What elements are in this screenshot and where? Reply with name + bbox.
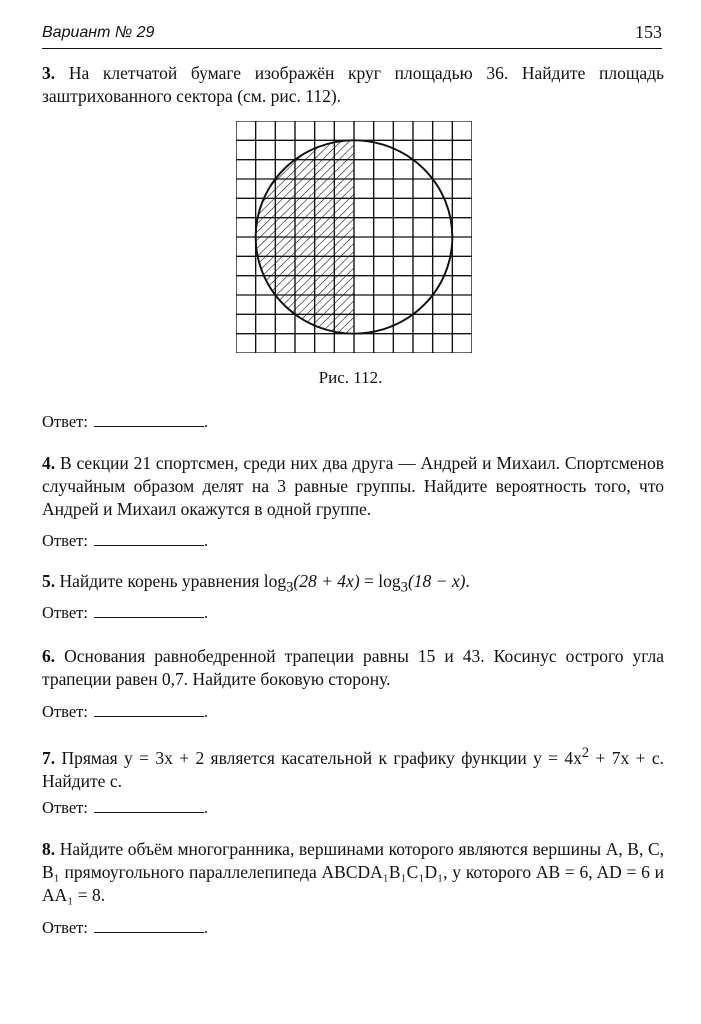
answer-blank[interactable] (94, 412, 204, 427)
problem-3: 3. На клетчатой бумаге изображён круг площадью 36. Найдите площадь заштрихованного сектора (см. рис. 112). (42, 63, 664, 106)
page-number: 153 (635, 22, 662, 42)
problem-6: 6. Основания равнобедренной трапеции равны 15 и 43. Косинус острого угла трапеции равен 0,7. Найдите боковую сторону. (42, 646, 665, 689)
answer-7: Ответ: . (42, 798, 209, 817)
answer-blank[interactable] (94, 603, 204, 618)
page-header (42, 22, 662, 49)
answer-4: Ответ: . (42, 531, 209, 550)
answer-blank[interactable] (94, 918, 204, 933)
answer-blank[interactable] (94, 702, 204, 717)
answer-8: Ответ: . (42, 918, 209, 937)
problem-4: 4. В секции 21 спортсмен, среди них два друга — Андрей и Михаил. Спортсменов случайным образом делят на 3 равные группы. Найдите вероятность того, что Андрей и Михаил окажутся в одной группе. (42, 453, 664, 519)
answer-blank[interactable] (94, 531, 204, 546)
problem-5: 5. Найдите корень уравнения $\log_3(28 + 4x) = \log_3(18 - x)$. (42, 571, 470, 596)
answer-3: Ответ: . (42, 412, 209, 431)
variant-title: Вариант № 29 (42, 24, 155, 41)
figure-caption: Рис. 112. (318, 368, 383, 387)
answer-blank[interactable] (94, 798, 204, 813)
problem-7: 7. Прямая y = 3x + 2 является касательной к графику функции $y = 4x^2 + 7x + c$. Найдите c. (42, 745, 665, 791)
answer-5: Ответ: . (42, 603, 209, 622)
problem-8: 8. Найдите объём многогранника, вершинами которого являются вершины A, B, C, B₁ прямоугольного параллелепипеда ABCDA₁B₁C₁D₁, у которого AB = 6, AD = 6 и AA₁ = 8. (42, 839, 664, 905)
answer-6: Ответ: . (42, 702, 209, 721)
figure-circle-grid (236, 121, 472, 353)
